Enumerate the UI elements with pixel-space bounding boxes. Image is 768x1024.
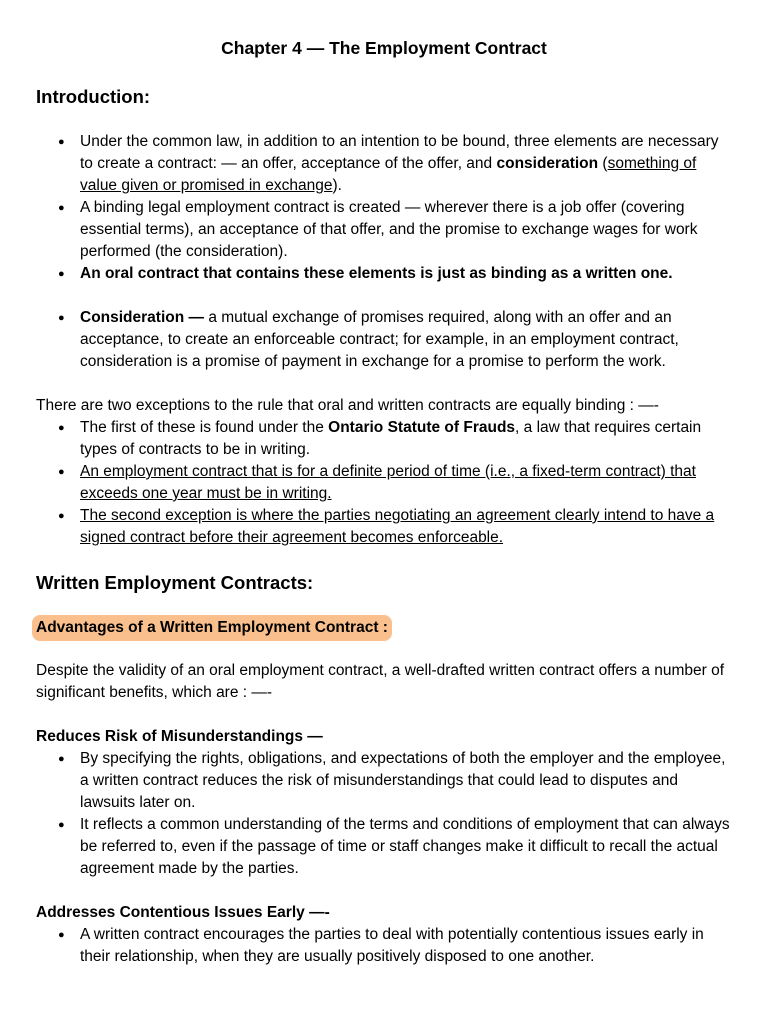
list-item: ● The first of these is found under the Ontario Statute of Frauds, a law that requires certain types of contracts to be in writing. — [80, 417, 732, 461]
section-heading-introduction: Introduction: — [36, 86, 151, 107]
list-item: ● The second exception is where the parties negotiating an agreement clearly intend to have a signed contract before their agreement becomes enforceable. — [80, 505, 732, 549]
list-item: ● By specifying the rights, obligations, and expectations of both the employer and the employee, a written contract reduces the risk of misunderstandings that could lead to disputes and lawsuits later on. — [80, 748, 732, 814]
advantages-paragraph: Despite the validity of an oral employment contract, a well-drafted written contract offers a number of significant benefits, which are : —- — [36, 662, 725, 701]
section-heading-written-contracts: Written Employment Contracts: — [36, 572, 314, 593]
intro-bullet-list — [36, 131, 732, 285]
list-item: ● Under the common law, in addition to an intention to be bound, three elements are necessary to create a contract: — an offer, acceptance of the offer, and consideration (something of value given or promised in exchange). — [80, 131, 732, 197]
list-item: ● A binding legal employment contract is created — wherever there is a job offer (covering essential terms), an acceptance of that offer, and the promise to exchange wages for work performed (the consideration). — [80, 197, 732, 263]
list-item: ● It reflects a common understanding of the terms and conditions of employment that can always be referred to, even if the passage of time or staff changes make it difficult to recall the actual agreement made by the parties. — [80, 814, 732, 880]
page-title: Chapter 4 — The Employment Contract — [221, 38, 547, 58]
list-item: ● An employment contract that is for a definite period of time (i.e., a fixed-term contract) that exceeds one year must be in writing. — [80, 461, 732, 505]
list-item: ● A written contract encourages the parties to deal with potentially contentious issues early in their relationship, when they are usually positively disposed to one another. — [80, 924, 732, 968]
exceptions-bullet-list — [36, 417, 732, 549]
contentious-issues-bullet-list — [36, 924, 732, 968]
list-item: ● Consideration — a mutual exchange of promises required, along with an offer and an acceptance, to create an enforceable contract; for example, in an employment contract, consideration is a promise of payment in exchange for a promise to perform the work. — [80, 307, 732, 373]
subheading-contentious-issues: Addresses Contentious Issues Early —- — [36, 904, 330, 921]
subheading-reduces-risk: Reduces Risk of Misunderstandings — — [36, 728, 323, 745]
highlighted-subheading: Advantages of a Written Employment Contract : — [32, 615, 392, 641]
exceptions-lead: There are two exceptions to the rule that oral and written contracts are equally binding : —- — [36, 397, 659, 414]
list-item: ● An oral contract that contains these elements is just as binding as a written one. — [80, 263, 732, 285]
consideration-bullet-list — [36, 307, 732, 373]
reduces-risk-bullet-list — [36, 748, 732, 880]
